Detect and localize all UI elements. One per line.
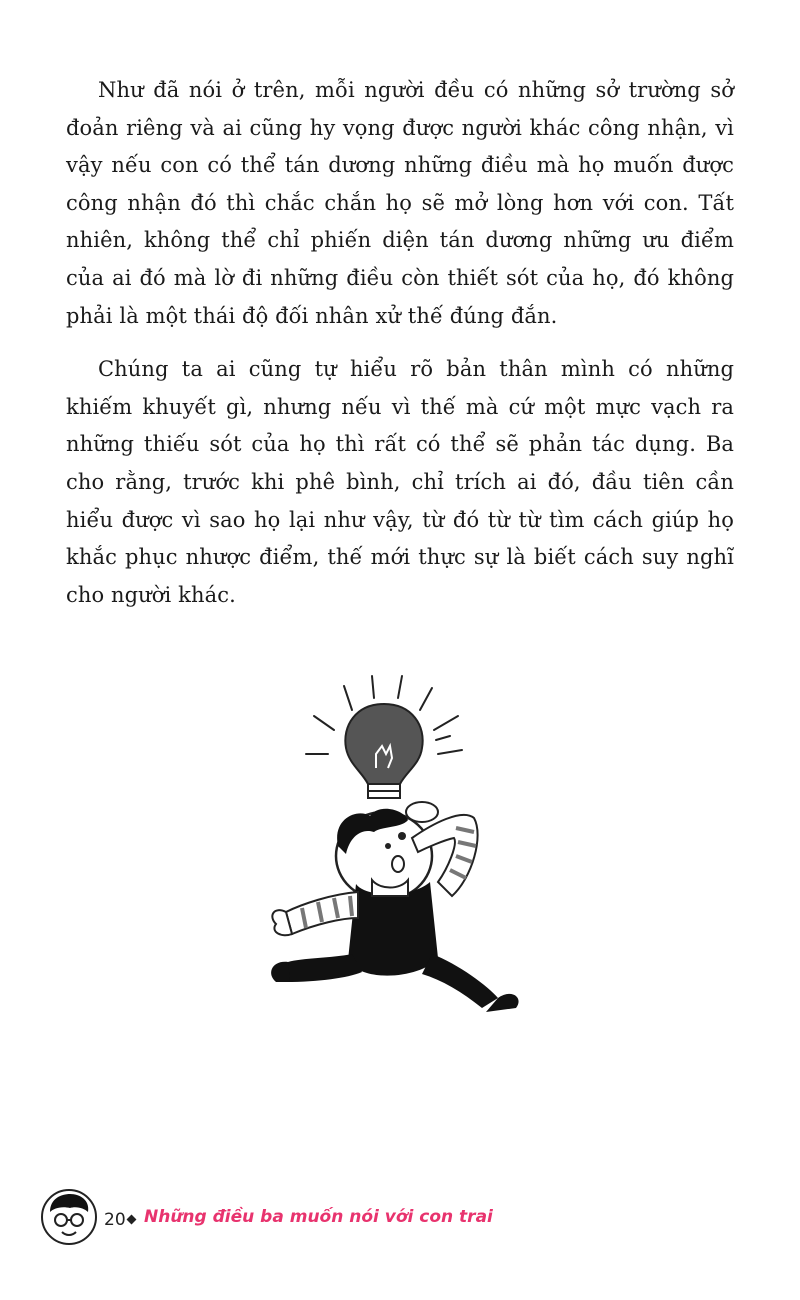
page-footer [40,1188,760,1258]
diamond-separator-icon [127,1215,137,1225]
book-title: Những điều ba muốn nói với con trai [144,1207,493,1227]
body-text [66,72,734,630]
boy-with-glasses-icon [40,1188,98,1246]
paragraph-1: Như đã nói ở trên, mỗi người đều có những sở trường sở đoản riêng và ai cũng hy vọng được người khác công nhận, vì vậy nếu con có thể tán dương những điều mà họ muốn được công nhận đó thì chắc chắn họ sẽ mở lòng hơn với con. Tất nhiên, không thể chỉ phiến diện tán dương những ưu điểm của ai đó mà lờ đi những điều còn thiết sót của họ, đó không phải là một thái độ đối nhân xử thế đúng đắn. [66,78,734,328]
page-number: 20 [104,1210,126,1230]
boy-with-lightbulb-icon [262,668,532,1013]
paragraph-2: Chúng ta ai cũng tự hiểu rõ bản thân mình có những khiếm khuyết gì, nhưng nếu vì thế mà cứ một mực vạch ra những thiếu sót của họ thì rất có thể sẽ phản tác dụng. Ba cho rằng, trước khi phê bình, chỉ trích ai đó, đầu tiên cần hiểu được vì sao họ lại như vậy, từ đó từ từ tìm cách giúp họ khắc phục nhược điểm, thế mới thực sự là biết cách suy nghĩ cho người khác. [66,357,734,607]
